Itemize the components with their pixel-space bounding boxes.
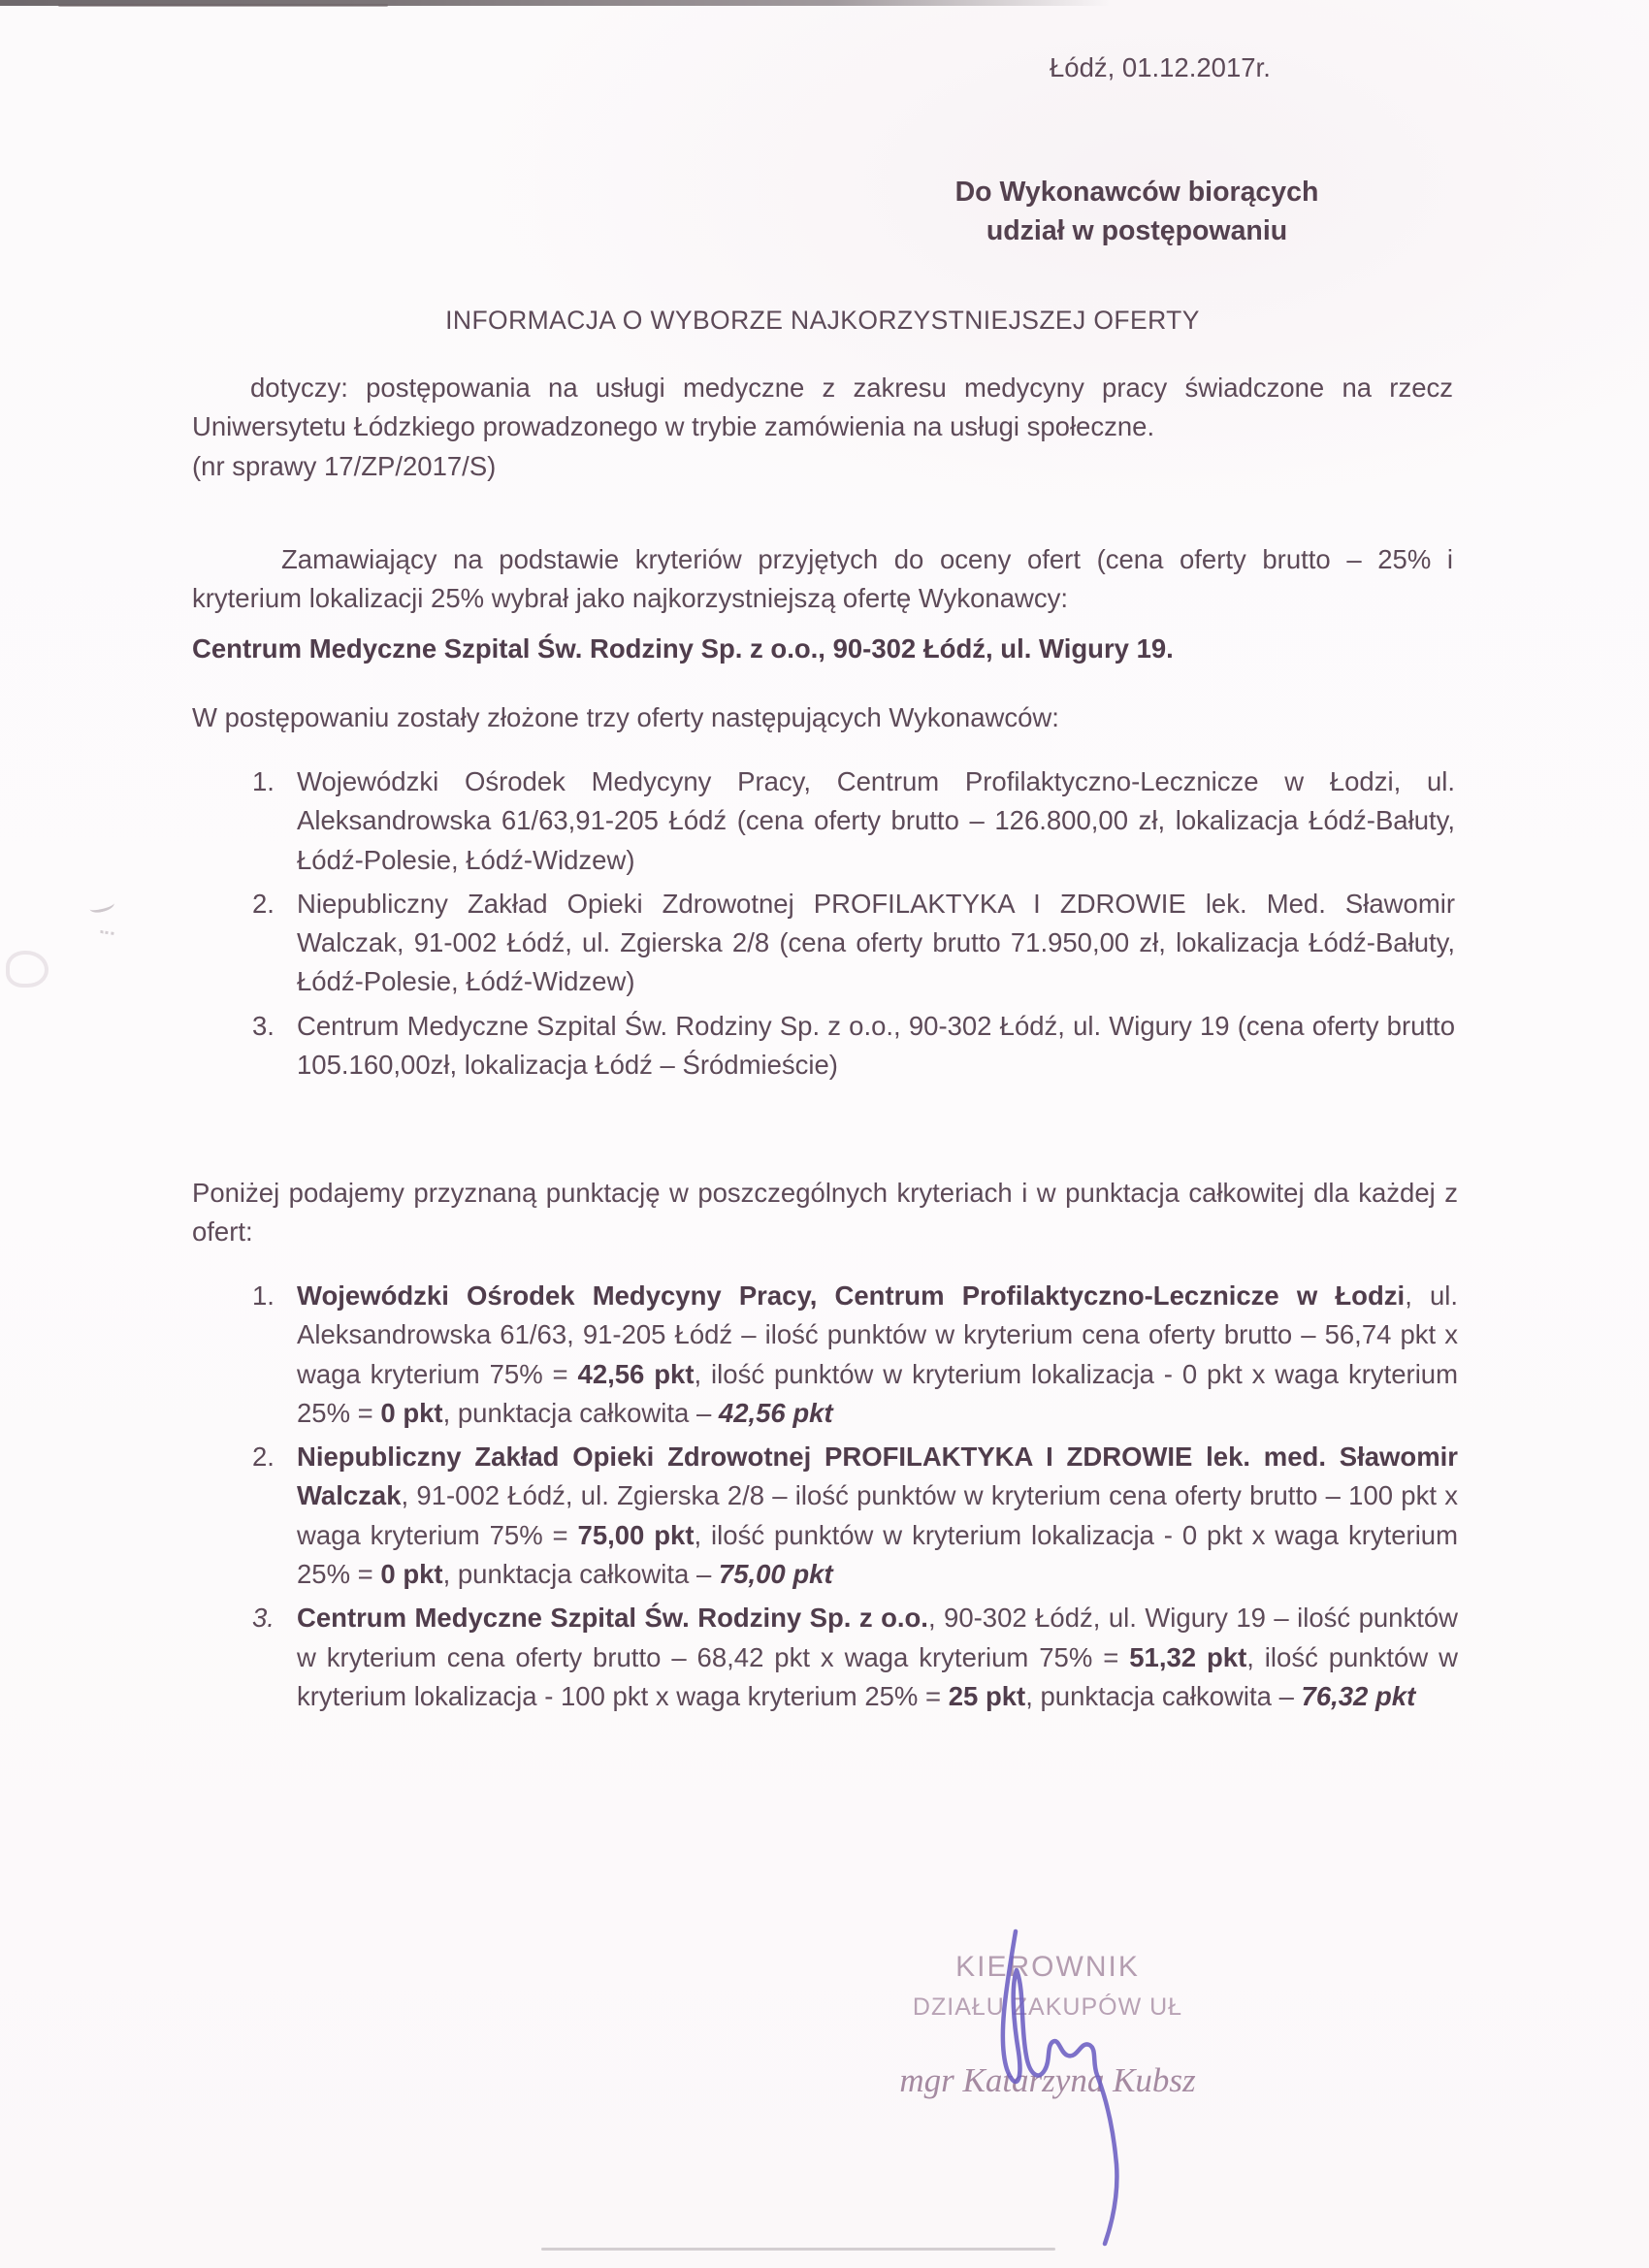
offers-intro-line: W postępowaniu zostały złożone trzy oferty następujących Wykonawców: — [192, 702, 1059, 732]
scores-intro-paragraph: Poniżej podajemy przyznaną punktację w poszczególnych kryteriach i w punktacja całkowitej dla każdej z ofert: — [192, 1178, 1458, 1247]
text-run: , punktacja całkowita – — [442, 1397, 719, 1428]
score-item — [192, 1599, 1458, 1716]
offer-number: 1. — [252, 766, 275, 796]
score-text — [297, 1438, 1458, 1594]
date-line: Łódź, 01.12.2017r. — [1050, 52, 1271, 82]
case-number-line: (nr sprawy 17/ZP/2017/S) — [192, 450, 497, 481]
stamp-department: DZIAŁU ZAKUPÓW UŁ — [912, 1993, 1183, 2021]
text-run: 42,56 pkt — [718, 1397, 833, 1428]
subject-paragraph: dotyczy: postępowania na usługi medyczne z zakresu medycyny pracy świadczone na rzecz Uniwersytetu Łódzkiego prowadzonego w trybie zamówienia na usługi społeczne. — [192, 373, 1453, 442]
stamp-signer-name: mgr Katarzyna Kubsz — [899, 2061, 1196, 2099]
offer-text: Centrum Medyczne Szpital Św. Rodziny Sp. z o.o., 90-302 Łódź, ul. Wigury 19 (cena oferty brutto 105.160,00zł, lokalizacja Łódź – Śródmieście) — [297, 1010, 1455, 1081]
offer-item — [192, 885, 1455, 1002]
score-number: 1. — [252, 1280, 275, 1311]
text-run: 75,00 pkt — [718, 1559, 833, 1590]
text-run: 51,32 pkt — [1129, 1641, 1247, 1672]
subject-block — [192, 369, 1453, 486]
score-text — [297, 1599, 1458, 1716]
stamp-title: KIEROWNIK — [955, 1951, 1140, 1983]
text-run: 76,32 pkt — [1301, 1680, 1416, 1711]
score-text — [297, 1277, 1458, 1433]
offer-number: 2. — [252, 888, 275, 919]
letter-title: INFORMACJA O WYBORZE NAJKORZYSTNIEJSZEJ OFERTY — [445, 306, 1200, 335]
offer-item — [192, 762, 1455, 880]
text-run: , punktacja całkowita – — [1025, 1680, 1302, 1711]
score-item — [192, 1438, 1458, 1594]
selection-paragraph: Zamawiający na podstawie kryteriów przyjętych do oceny ofert (cena oferty brutto – 25% i kryterium lokalizacji 25% wybrał jako najkorzystniejszą ofertę Wykonawcy: — [192, 544, 1453, 614]
offer-text: Wojewódzki Ośrodek Medycyny Pracy, Centrum Profilaktyczno-Lecznicze w Łodzi, ul. Aleksandrowska 61/63,91-205 Łódź (cena oferty brutto – 126.800,00 zł, lokalizacja Łódź-Bałuty, Łódź-Polesie, Łódź-Widzew) — [297, 766, 1455, 875]
winner-line: Centrum Medyczne Szpital Św. Rodziny Sp. z o.o., 90-302 Łódź, ul. Wigury 19. — [192, 633, 1174, 664]
text-run: 0 pkt — [380, 1559, 443, 1590]
text-run: , punktacja całkowita – — [442, 1559, 719, 1590]
scores-list — [192, 1277, 1458, 1721]
offer-number: 3. — [252, 1010, 275, 1041]
handwritten-signature — [970, 1924, 1154, 2253]
recipient-block — [933, 173, 1341, 251]
text-run: Niepubliczny Zakład Opieki Zdrowotnej PROFILAKTYKA I ZDROWIE lek. med. Sławomir Walczak — [297, 1442, 1458, 1511]
recipient-line-2: udział w postępowaniu — [986, 215, 1288, 247]
text-run: , ilość punktów w kryterium lokalizacja - 100 pkt x waga kryterium 25% = — [297, 1641, 1458, 1711]
score-number: 2. — [252, 1442, 275, 1473]
recipient-line-1: Do Wykonawców biorących — [954, 177, 1319, 208]
text-run: 75,00 pkt — [577, 1519, 695, 1550]
score-number: 3. — [252, 1603, 275, 1634]
text-run: , 91-002 Łódź, ul. Zgierska 2/8 – ilość punktów w kryterium cena oferty brutto – 100 pkt x waga kryterium 75% = — [297, 1480, 1458, 1550]
text-run: 0 pkt — [380, 1397, 443, 1428]
text-run: Centrum Medyczne Szpital Św. Rodziny Sp. z o.o. — [297, 1603, 928, 1634]
margin-pen-mark — [100, 923, 114, 935]
offers-list — [192, 762, 1455, 1089]
text-run: , ilość punktów w kryterium lokalizacja - 0 pkt x waga kryterium 25% = — [297, 1519, 1459, 1590]
text-run: 25 pkt — [948, 1680, 1026, 1711]
text-run: , ilość punktów w kryterium lokalizacja - 0 pkt x waga kryterium 25% = — [297, 1358, 1459, 1428]
scan-top-edge-artifact — [58, 4, 388, 7]
margin-pen-mark — [88, 897, 115, 915]
text-run: , 90-302 Łódź, ul. Wigury 19 – ilość punktów w kryterium cena oferty brutto – 68,42 pkt x waga kryterium 75% = — [297, 1603, 1459, 1672]
offer-item — [192, 1007, 1455, 1085]
offer-text: Niepubliczny Zakład Opieki Zdrowotnej PROFILAKTYKA I ZDROWIE lek. Med. Sławomir Walczak, 91-002 Łódź, ul. Zgierska 2/8 (cena oferty brutto 71.950,00 zł, lokalizacja Łódź-Bałuty, Łódź-Polesie, Łódź-Widzew) — [297, 888, 1455, 997]
text-run: , ul. Aleksandrowska 61/63, 91-205 Łódź – ilość punktów w kryterium cena oferty brutto – 56,74 pkt x waga kryterium 75% = — [297, 1280, 1459, 1389]
text-run: 42,56 pkt — [577, 1358, 695, 1389]
text-run: Wojewódzki Ośrodek Medycyny Pracy, Centrum Profilaktyczno-Lecznicze w Łodzi — [297, 1280, 1406, 1311]
score-item — [192, 1277, 1458, 1433]
margin-smudge — [6, 951, 48, 988]
